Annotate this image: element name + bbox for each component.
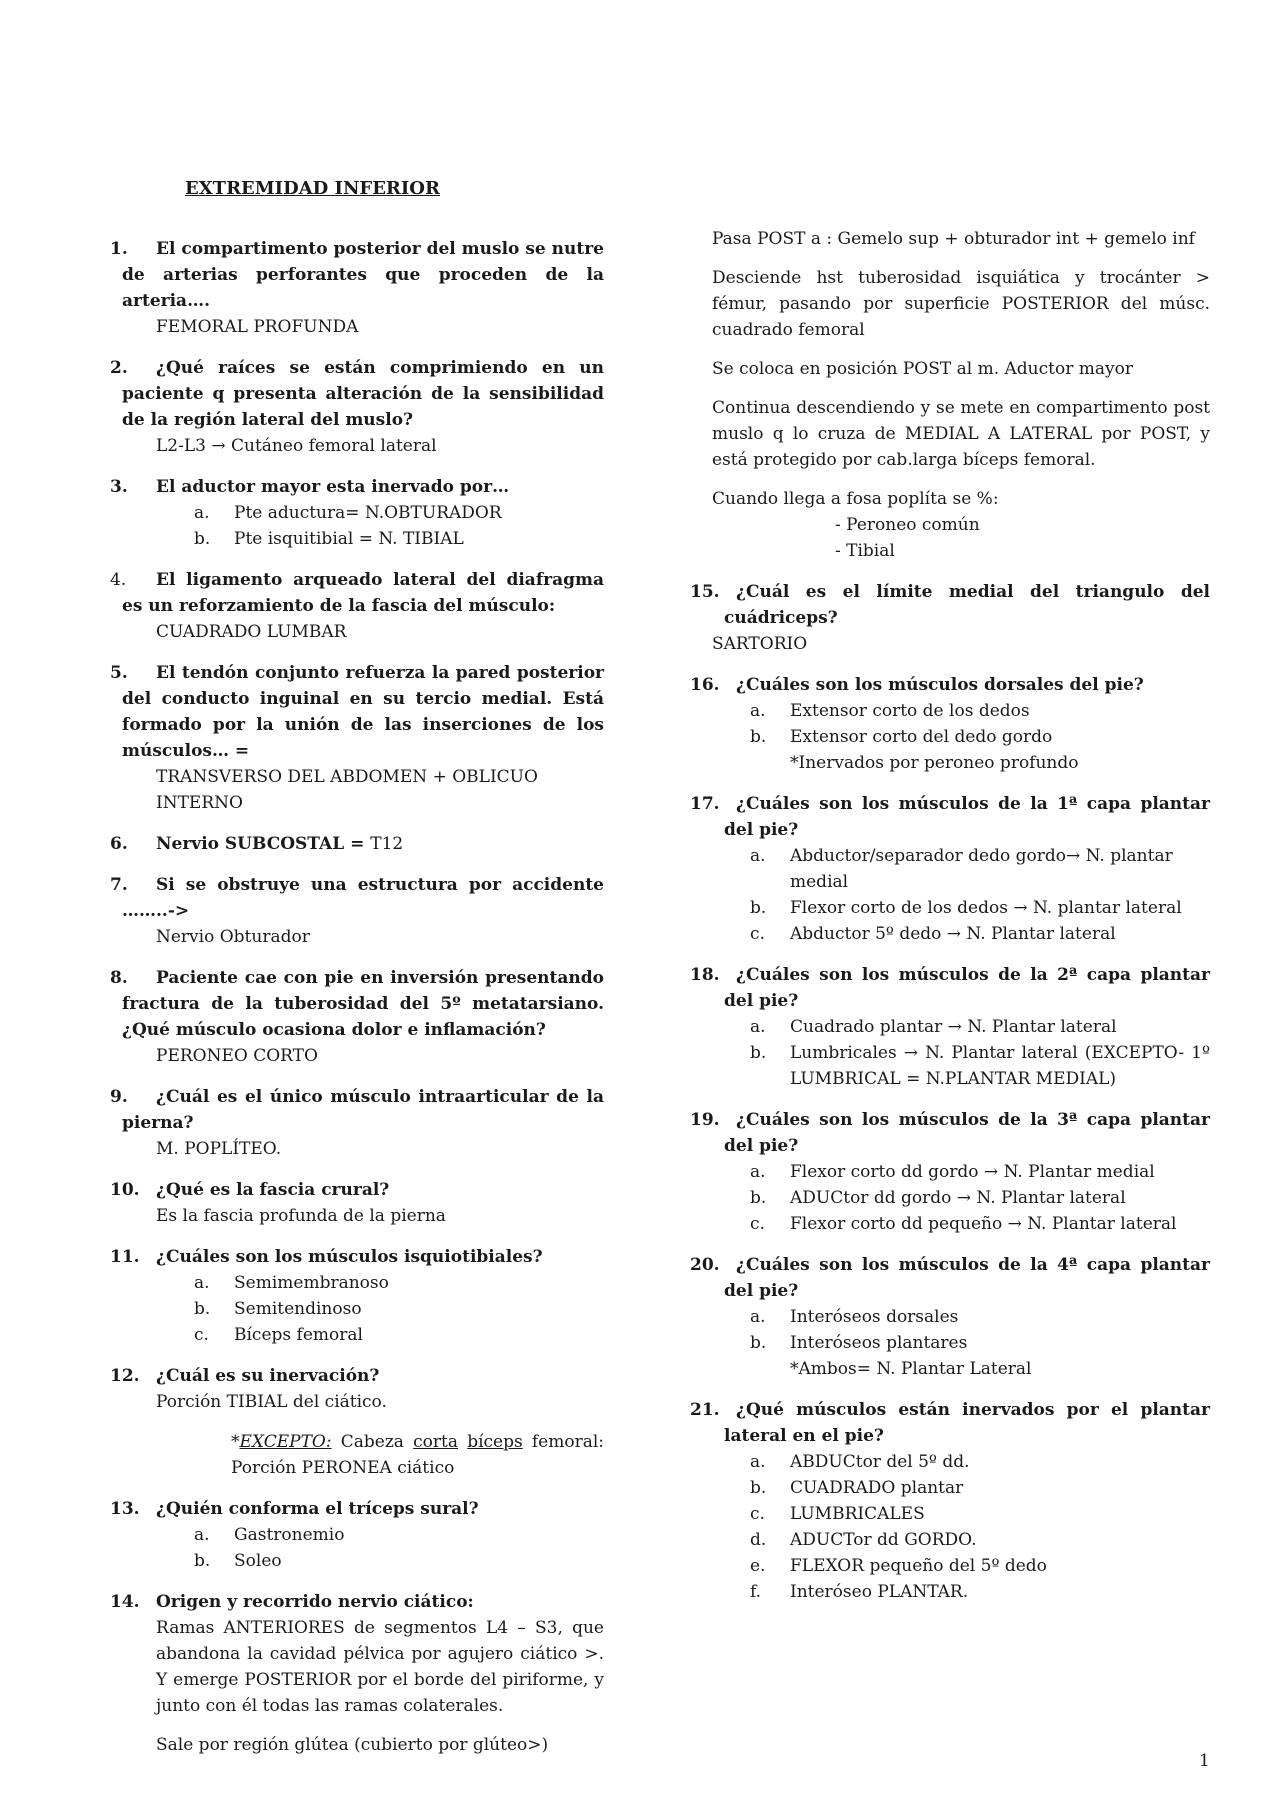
question-text: ¿Cuáles son los músculos dorsales del pie? xyxy=(736,675,1144,695)
question-13 xyxy=(110,1496,604,1574)
question-number: 19. xyxy=(690,1110,720,1130)
question-text: Si se obstruye una estructura por accidente ……..-> xyxy=(122,875,604,921)
question-text: ¿Qué es la fascia crural? xyxy=(156,1180,390,1200)
question-number: 9. xyxy=(110,1087,128,1107)
dash-item: - Tibial xyxy=(835,541,895,561)
question-21 xyxy=(690,1397,1210,1605)
question-17 xyxy=(690,791,1210,947)
list-item: f. Interóseo PLANTAR. xyxy=(750,1582,969,1602)
question-19 xyxy=(690,1107,1210,1237)
question-text: El aductor mayor esta inervado por… xyxy=(156,477,510,497)
list-item: b. Semitendinoso xyxy=(194,1299,362,1319)
question-text: ¿Cuáles son los músculos de la 4ª capa plantar del pie? xyxy=(724,1255,1210,1301)
question-text: ¿Cuáles son los músculos de la 3ª capa plantar del pie? xyxy=(724,1110,1210,1156)
answer: Ramas ANTERIORES de segmentos L4 – S3, que abandona la cavidad pélvica por agujero ciático >. Y emerge POSTERIOR por el borde del piriforme, y junto con él todas las ramas colaterales. xyxy=(156,1618,604,1716)
question-text: ¿Cuál es su inervación? xyxy=(156,1366,380,1386)
question-number: 15. xyxy=(690,582,720,602)
note: *Ambos= N. Plantar Lateral xyxy=(790,1359,1032,1379)
question-number: 14. xyxy=(110,1592,140,1612)
question-12 xyxy=(110,1363,604,1481)
question-1 xyxy=(110,236,604,340)
question-number: 6. xyxy=(110,834,128,854)
paragraph: Se coloca en posición POST al m. Aductor mayor xyxy=(712,359,1133,379)
right-column xyxy=(690,226,1210,1620)
page-title: EXTREMIDAD INFERIOR xyxy=(185,178,440,199)
answer: M. POPLÍTEO. xyxy=(156,1139,282,1159)
list-item: b. Lumbricales → N. Plantar lateral (EXCEPTO- 1º LUMBRICAL = N.PLANTAR MEDIAL) xyxy=(750,1043,1210,1089)
question-16 xyxy=(690,672,1210,776)
question-number: 1. xyxy=(110,239,128,259)
question-text: Nervio SUBCOSTAL = xyxy=(156,834,365,854)
question-11 xyxy=(110,1244,604,1348)
question-text: ¿Cuál es el único músculo intraarticular de la pierna? xyxy=(122,1087,604,1133)
list-item: c. Abductor 5º dedo → N. Plantar lateral xyxy=(750,924,1116,944)
question-text: El compartimento posterior del muslo se nutre de arterias perforantes que proceden de la arteria…. xyxy=(122,239,604,311)
answer: Nervio Obturador xyxy=(156,927,310,947)
answer: PERONEO CORTO xyxy=(156,1046,318,1066)
question-number: 8. xyxy=(110,968,128,988)
list-item: b. Pte isquitibial = N. TIBIAL xyxy=(194,529,464,549)
list-item: a. Flexor corto dd gordo → N. Plantar medial xyxy=(750,1162,1155,1182)
answer: SARTORIO xyxy=(712,634,808,654)
question-20 xyxy=(690,1252,1210,1382)
question-number: 21. xyxy=(690,1400,720,1420)
question-6 xyxy=(110,831,604,857)
question-5 xyxy=(110,660,604,816)
list-item: b. Interóseos plantares xyxy=(750,1333,968,1353)
question-7 xyxy=(110,872,604,950)
list-item: a. Pte aductura= N.OBTURADOR xyxy=(194,503,502,523)
question-text: Origen y recorrido nervio ciático: xyxy=(156,1592,474,1612)
question-3 xyxy=(110,474,604,552)
question-text: ¿Cuáles son los músculos de la 2ª capa plantar del pie? xyxy=(724,965,1210,1011)
list-item: c. Bíceps femoral xyxy=(194,1325,363,1345)
question-text: ¿Cuáles son los músculos isquiotibiales? xyxy=(156,1247,543,1267)
left-column xyxy=(110,236,604,1773)
question-text: El ligamento arqueado lateral del diafragma es un reforzamiento de la fascia del músculo: xyxy=(122,570,604,616)
list-item: b. Extensor corto del dedo gordo xyxy=(750,727,1053,747)
paragraph: Continua descendiendo y se mete en compartimento post muslo q lo cruza de MEDIAL A LATERAL por POST, y está protegido por cab.larga bíceps femoral. xyxy=(712,398,1210,470)
dash-item: - Peroneo común xyxy=(835,515,980,535)
question-number: 16. xyxy=(690,675,720,695)
question-text: ¿Cuáles son los músculos de la 1ª capa plantar del pie? xyxy=(724,794,1210,840)
question-number: 12. xyxy=(110,1366,140,1386)
question-number: 7. xyxy=(110,875,128,895)
answer: TRANSVERSO DEL ABDOMEN + OBLICUO INTERNO xyxy=(156,767,538,813)
question-text: ¿Cuál es el límite medial del triangulo del cuádriceps? xyxy=(724,582,1210,628)
list-item: e. FLEXOR pequeño del 5º dedo xyxy=(750,1556,1047,1576)
question-18 xyxy=(690,962,1210,1092)
exception-note: *EXCEPTO: Cabeza corta bíceps femoral: Porción PERONEA ciático xyxy=(231,1432,605,1478)
question-number: 3. xyxy=(110,477,128,497)
question-text: Paciente cae con pie en inversión presentando fractura de la tuberosidad del 5º metatarsiano. ¿Qué músculo ocasiona dolor e inflamación? xyxy=(122,968,604,1040)
answer-continued: Sale por región glútea (cubierto por glúteo>) xyxy=(156,1735,549,1755)
question-10 xyxy=(110,1177,604,1229)
paragraph: Desciende hst tuberosidad isquiática y trocánter > fémur, pasando por superficie POSTERIOR del músc. cuadrado femoral xyxy=(712,268,1210,340)
question-text: ¿Qué músculos están inervados por el plantar lateral en el pie? xyxy=(724,1400,1210,1446)
answer: CUADRADO LUMBAR xyxy=(156,622,347,642)
question-9 xyxy=(110,1084,604,1162)
page-number: 1 xyxy=(1199,1751,1210,1771)
question-15 xyxy=(690,579,1210,657)
question-text: El tendón conjunto refuerza la pared posterior del conducto inguinal en su tercio medial. Está formado por la unión de las inserciones de los músculos… = xyxy=(122,663,604,761)
question-number: 17. xyxy=(690,794,720,814)
question-number: 2. xyxy=(110,358,128,378)
answer: Porción TIBIAL del ciático. xyxy=(156,1392,387,1412)
question-number: 13. xyxy=(110,1499,140,1519)
list-item: a. Gastronemio xyxy=(194,1525,345,1545)
answer: L2-L3 → Cutáneo femoral lateral xyxy=(156,436,437,456)
list-item: b. Soleo xyxy=(194,1551,282,1571)
answer: FEMORAL PROFUNDA xyxy=(156,317,359,337)
list-item: d. ADUCTor dd GORDO. xyxy=(750,1530,977,1550)
list-item: a. ABDUCtor del 5º dd. xyxy=(750,1452,970,1472)
list-item: b. Flexor corto de los dedos → N. plantar lateral xyxy=(750,898,1182,918)
question-number: 18. xyxy=(690,965,720,985)
paragraph: Cuando llega a fosa poplíta se %: xyxy=(712,489,999,509)
question-number: 11. xyxy=(110,1247,140,1267)
list-item: a. Abductor/separador dedo gordo→ N. plantar medial xyxy=(750,846,1173,892)
question-number: 5. xyxy=(110,663,128,683)
question-text: ¿Qué raíces se están comprimiendo en un paciente q presenta alteración de la sensibilidad de la región lateral del muslo? xyxy=(122,358,604,430)
question-4 xyxy=(110,567,604,645)
question-8 xyxy=(110,965,604,1069)
answer: T12 xyxy=(370,834,404,854)
list-item: a. Cuadrado plantar → N. Plantar lateral xyxy=(750,1017,1117,1037)
question-number: 20. xyxy=(690,1255,720,1275)
list-item: c. LUMBRICALES xyxy=(750,1504,925,1524)
list-item: c. Flexor corto dd pequeño → N. Plantar lateral xyxy=(750,1214,1177,1234)
list-item: a. Semimembranoso xyxy=(194,1273,389,1293)
question-14 xyxy=(110,1589,604,1758)
answer: Es la fascia profunda de la pierna xyxy=(156,1206,446,1226)
question-text: ¿Quién conforma el tríceps sural? xyxy=(156,1499,479,1519)
question-number: 4. xyxy=(110,570,127,590)
note: *Inervados por peroneo profundo xyxy=(790,753,1079,773)
question-number: 10. xyxy=(110,1180,140,1200)
list-item: a. Interóseos dorsales xyxy=(750,1307,959,1327)
list-item: b. ADUCtor dd gordo → N. Plantar lateral xyxy=(750,1188,1126,1208)
list-item: b. CUADRADO plantar xyxy=(750,1478,964,1498)
paragraph: Pasa POST a : Gemelo sup + obturador int + gemelo inf xyxy=(712,229,1195,249)
list-item: a. Extensor corto de los dedos xyxy=(750,701,1030,721)
question-2 xyxy=(110,355,604,459)
